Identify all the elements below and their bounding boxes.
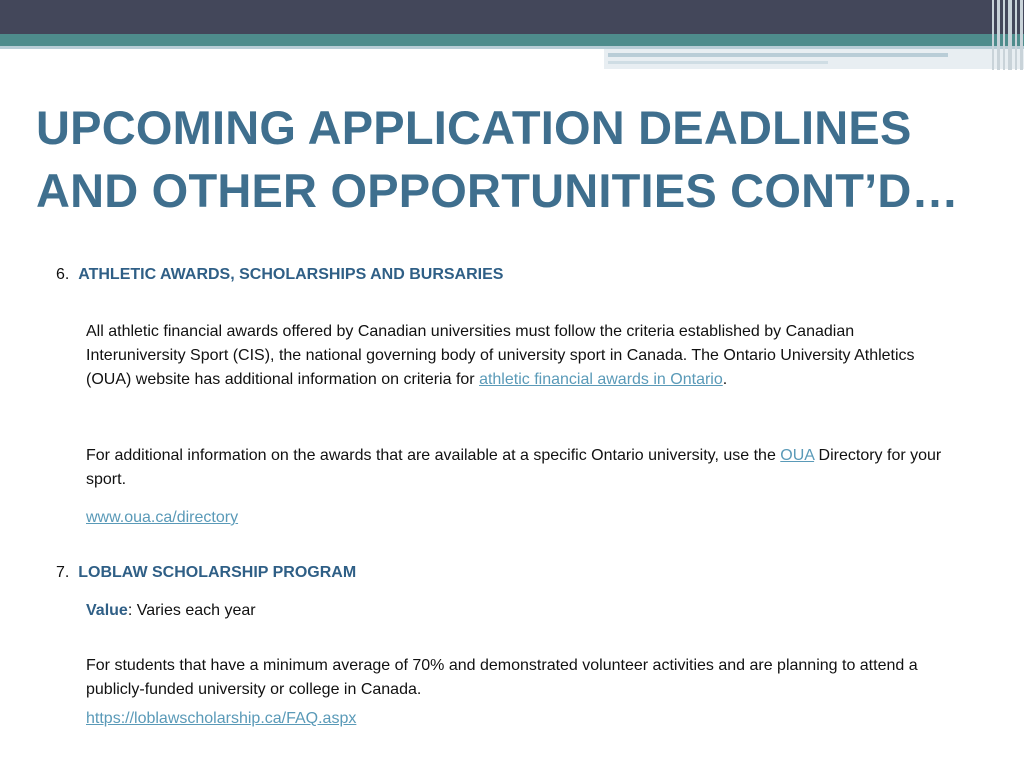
value-label: Value	[86, 602, 128, 619]
section-7-description: For students that have a minimum average of 70% and demonstrated volunteer activities and are planning to attend a publicly-funded university or college in Canada.	[86, 657, 918, 698]
section-7-heading	[56, 564, 356, 582]
section-6-paragraph-1	[86, 320, 956, 392]
section-6-para1-end: .	[722, 371, 728, 388]
header-right-band	[604, 49, 1024, 69]
section-7-value	[86, 599, 956, 623]
slide-title-line2: AND OTHER OPPORTUNITIES CONT’D…	[36, 164, 959, 217]
slide-title	[36, 96, 1011, 222]
section-7-url-line	[86, 707, 956, 731]
header-stripe-long	[608, 53, 948, 57]
section-7-number: 7.	[56, 564, 70, 581]
section-7-title: LOBLAW SCHOLARSHIP PROGRAM	[78, 564, 357, 581]
header-teal-bar	[0, 34, 1024, 46]
section-6-title: ATHLETIC AWARDS, SCHOLARSHIPS AND BURSARIES	[78, 266, 504, 283]
header-dark-bar	[0, 0, 1024, 34]
value-text: : Varies each year	[127, 602, 256, 619]
athletic-awards-link[interactable]: athletic financial awards in Ontario	[479, 371, 723, 388]
section-6-number: 6.	[56, 266, 70, 283]
slide-title-line1: UPCOMING APPLICATION DEADLINES	[36, 101, 912, 154]
section-6-heading	[56, 266, 503, 284]
section-6-para2-text: For additional information on the awards that are available at a specific Ontario university, use the	[86, 447, 781, 464]
section-6-url-line	[86, 506, 956, 530]
oua-link[interactable]: OUA	[780, 447, 815, 464]
header-vertical-lines	[990, 0, 1024, 70]
section-6-para1-text: All athletic financial awards offered by Canadian universities must follow the criteria established by Canadian Interuniversity Sport (CIS), the national governing body of university sport in Canada. The Ontario University Athletics (OUA) website has additional information on criteria for	[86, 323, 915, 388]
loblaw-scholarship-link[interactable]: https://loblawscholarship.ca/FAQ.aspx	[86, 710, 357, 727]
section-6-para2-end: Directory for your sport.	[86, 447, 942, 488]
oua-directory-link[interactable]: www.oua.ca/directory	[86, 509, 239, 526]
section-6-paragraph-2	[86, 444, 956, 492]
header-stripe-short	[608, 61, 828, 64]
